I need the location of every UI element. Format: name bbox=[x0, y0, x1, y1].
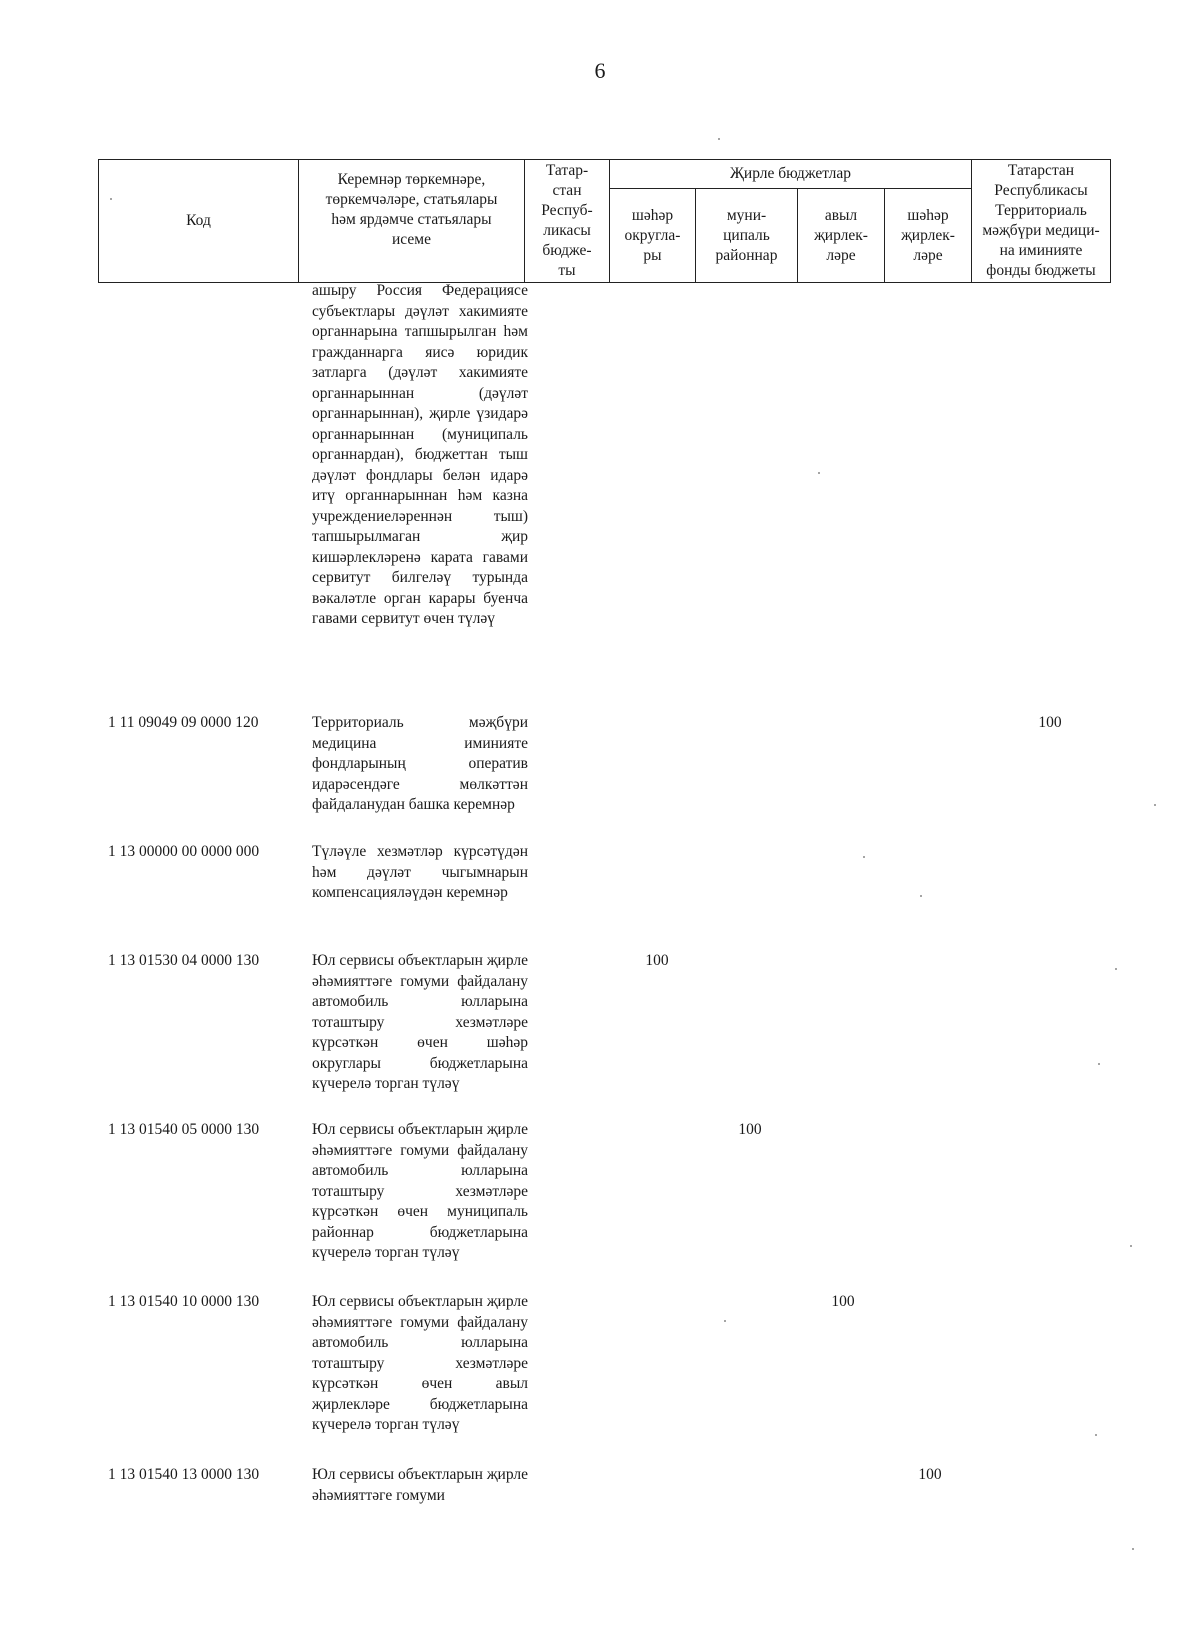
row-name: Юл сервисы объектларын җирле әһәмияттәге гомуми файдалану автомобиль юлларына тоташтыру хезмәтләре күрсәткән өчен муниципаль районнар бюджетларына күчерелә торган түләү bbox=[312, 1121, 528, 1261]
header-city-districts: шәһәр округла- ры bbox=[624, 206, 681, 264]
scan-speck bbox=[863, 856, 865, 858]
row-code: 1 13 01530 04 0000 130 bbox=[108, 952, 260, 969]
row-code: 1 13 01540 13 0000 130 bbox=[108, 1466, 260, 1483]
scan-speck bbox=[1115, 968, 1117, 970]
scan-speck bbox=[718, 138, 720, 140]
header-name: Керемнәр төркемнәре, төркемчәләре, статьялары һәм ярдәмче статьялары исеме bbox=[325, 171, 498, 248]
header-local-budgets: Җирле бюджетлар bbox=[730, 165, 851, 182]
row-code: 1 13 01540 05 0000 130 bbox=[108, 1121, 260, 1138]
row-value-fund: 100 bbox=[1038, 714, 1062, 731]
scan-speck bbox=[1098, 1063, 1100, 1065]
table-header bbox=[98, 159, 1111, 283]
row-code: 1 13 00000 00 0000 000 bbox=[108, 843, 260, 860]
header-urban-settlements: шәһәр җирлек- ләре bbox=[901, 206, 955, 264]
scan-speck bbox=[1095, 1434, 1097, 1436]
scan-speck bbox=[1154, 804, 1156, 806]
row-name: Территориаль мәҗбүри медицина иминияте фондларының оператив идарәсендәге мөлкәттән файдаланудан башка керемнәр bbox=[312, 714, 528, 813]
row-name: Юл сервисы объектларын җирле әһәмияттәге гомуми файдалану автомобиль юлларына тоташтыру хезмәтләре күрсәткән өчен авыл җирлекләре бюджетларына күчерелә торган түләү bbox=[312, 1293, 528, 1433]
row-code: 1 11 09049 09 0000 120 bbox=[108, 714, 259, 731]
page-number: 6 bbox=[594, 58, 606, 83]
row-code: 1 13 01540 10 0000 130 bbox=[108, 1293, 260, 1310]
scan-speck bbox=[1130, 1245, 1132, 1247]
header-code: Код bbox=[186, 212, 211, 229]
header-municipal-districts: муни- ципаль районнар bbox=[715, 206, 778, 264]
header-tatarstan-budget: Татар- стан Респуб- ликасы бюдже- ты bbox=[541, 162, 593, 279]
row-value-city-districts: 100 bbox=[645, 952, 669, 969]
row-value-rural-settlements: 100 bbox=[831, 1293, 855, 1310]
row-name: Түләүле хезмәтләр күрсәтүдән һәм дәүләт чыгымнарын компенсацияләүдән керемнәр bbox=[312, 843, 528, 901]
row-name: Юл сервисы объектларын җирле әһәмияттәге гомуми bbox=[312, 1466, 528, 1504]
row-value-municipal-districts: 100 bbox=[738, 1121, 762, 1138]
scan-speck bbox=[724, 1320, 726, 1322]
header-rural-settlements: авыл җирлек- ләре bbox=[814, 206, 868, 264]
header-fund-budget: Татарстан Республикасы Территориаль мәҗбүри медици- на иминияте фонды бюджеты bbox=[982, 162, 1100, 279]
scan-speck bbox=[1132, 1548, 1134, 1550]
scan-speck bbox=[818, 472, 820, 474]
row-name: Юл сервисы объектларын җирле әһәмияттәге гомуми файдалану автомобиль юлларына тоташтыру хезмәтләре күрсәткән өчен шәһәр округлары бюджетларына күчерелә торган түләү bbox=[312, 952, 528, 1092]
row-value-urban-settlements: 100 bbox=[918, 1466, 942, 1483]
scan-speck bbox=[920, 895, 922, 897]
row-name: ашыру Россия Федерациясе субъектлары дәүләт хакимияте органнарына тапшырылган һәм гражданнарга яисә юридик затларга (дәүләт хакимияте органнарыннан (дәүләт органнарыннан), җирле үзидарә органнарыннан (муниципаль органнардан), бюджеттан тыш дәүләт фондлары белән идарә итү органнарыннан һәм казна учреждениеләреннән тыш) тапшырылмаган җир кишәрлекләренә карата гавами сервитут билгеләү турында вәкаләтле орган карары буенча гавами сервитут өчен түләү bbox=[312, 282, 528, 627]
scan-speck bbox=[110, 198, 112, 200]
